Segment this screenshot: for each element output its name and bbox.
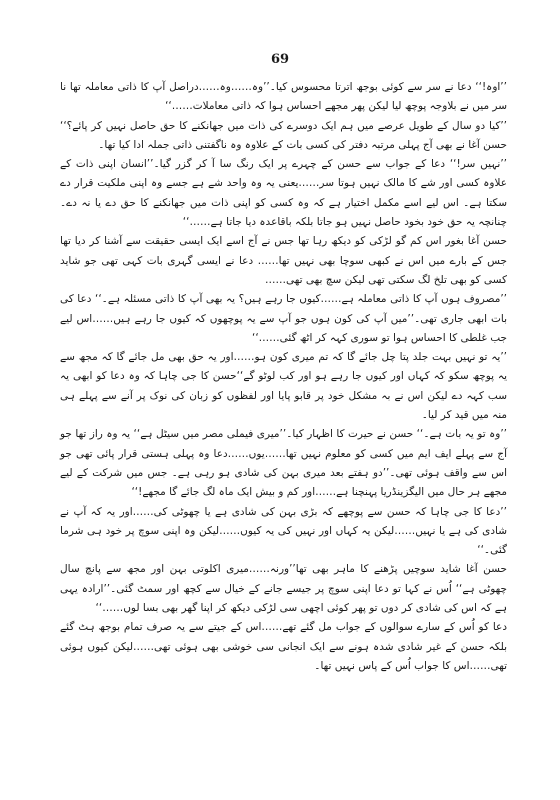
paragraph: ’’کیا دو سال کے طویل عرصے میں ہم ایک دوسرے کی ذات میں جھانکنے کا حق حاصل نہیں کر پائے؟‘‘ حسن آغا نے بھی آج پہلی مرتبہ دفتر کی کسی بات کے علاوہ وہ ناگفتنی ذاتی جملہ ادا کیا تھا۔ — [60, 119, 507, 151]
page-number: 69 — [270, 52, 290, 67]
paragraph: ’’یہ تو نہیں بہت جلد پتا چل جائے گا کہ تم میری کون ہو……اور یہ حق بھی مل جائے گا کہ مجھ سے یہ پوچھ سکو کہ کہاں اور کیوں جا رہے ہو اور کب لوٹو گے‘‘حسن کا جی چاہا کہ وہ دعا کو ابھی یہ سب کہہ دے لیکن اس نے بہ مشکل خود پر قابو پایا اور لفظوں کو زبان کی نوک پر آنے سے پہلے ہی منہ میں قید کر لیا۔ — [60, 351, 507, 422]
paragraph: ’’وہ تو یہ بات ہے۔‘‘ حسن نے حیرت کا اظہار کیا۔’’میری فیملی مصر میں سیٹل ہے‘‘ یہ وہ راز تھا جو آج سے پہلے ایف ایم میں کسی کو معلوم نہیں تھا……یوں……دعا وہ پہلی ہستی قرار پائی تھی جو اس سے واقف ہوئی تھی۔’’دو ہفتے بعد میری بہن کی شادی ہو رہی ہے۔ جس میں شرکت کے لیے مجھے ہر حال میں الیگزینڈریا پہنچنا ہے……اور کم و بیش ایک ماہ لگ جائے گا مجھے!‘‘ — [60, 428, 507, 499]
paragraph: ’’دعا کا جی چاہا کہ حسن سے پوچھے کہ بڑی بہن کی شادی ہے یا چھوٹی کی……اور یہ کہ آپ نے شادی کی ہے یا نہیں……لیکن یہ کہاں اور نہیں کی یہ کیوں……لیکن وہ اپنی سوچ پر خود ہی شرما گئی۔‘‘ — [60, 505, 507, 557]
paragraph: ’’مصروف ہوں آپ کا ذاتی معاملہ ہے……کیوں جا رہے ہیں؟ یہ بھی آپ کا ذاتی مسئلہ ہے۔‘‘ دعا کی بات ابھی جاری تھی۔’’میں آپ کی کون ہوں جو آپ سے یہ پوچھوں کہ کیوں جا رہے ہیں……اس لیے جب غلطی کا احساس ہوا تو سوری کہہ کر اٹھ گئی……‘‘ — [60, 293, 507, 344]
paragraph: ’’اوہ!‘‘ دعا نے سر سے کوئی بوجھ اترتا محسوس کیا۔’’وہ……وہ……دراصل آپ کا ذاتی معاملہ تھا نا سر میں نے بلاوجہ پوچھ لیا لیکن پھر مجھے احساس ہوا کہ ذاتی معاملات……‘‘ — [60, 81, 507, 113]
paragraph: حسن آغا بغور اس کم گو لڑکی کو دیکھ رہا تھا جس نے آج اسے ایک ایسی حقیقت سے آشنا کر دیا تھا جس کے بارے میں اس نے کبھی سوچا بھی نہیں تھا…… دعا نے ایسی گہری بات کہی تھی جو شاید کسی کو بھی تلخ لگ سکتی تھی لیکن سچ بھی تھی…… — [60, 235, 507, 286]
paragraph: ’’نہیں سر!‘‘ دعا کے جواب سے حسن کے چہرے پر ایک رنگ سا آ کر گزر گیا۔’’انسان اپنی ذات کے علاوہ کسی اور شے کا مالک نہیں ہوتا سر……یعنی یہ وہ واحد شے ہے جسے وہ اپنی ملکیت قرار دے سکتا ہے۔ اس لیے اسے مکمل اختیار ہے کہ وہ کسی کو اپنی ذات میں جھانکنے کا حق دے یا نہ دے۔ چنانچہ یہ حق خود بخود حاصل نہیں ہو جاتا بلکہ باقاعدہ دیا جاتا ہے……‘‘ — [60, 158, 507, 229]
paragraph: دعا کو اُس کے سارے سوالوں کے جواب مل گئے تھے……اس کے جیتے سے یہ صرف تمام بوجھ ہٹ گئے بلکہ حسن کے غیر شادی شدہ ہونے سے ایک انجانی سی خوشی بھی ہوئی تھی……لیکن کیوں ہوئی تھی……اس کا جواب اُس کے پاس نہیں تھا۔ — [60, 621, 507, 672]
paragraph: حسن آغا شاید سوچیں پڑھنے کا ماہر بھی تھا’’ورنہ……میری اکلوتی بہن اور مجھ سے پانچ سال چھوٹی ہے‘‘ اُس نے کہا تو دعا اپنی سوچ پر جیسے جانے کے خیال سے کچھ اور سمٹ گئی۔’’ارادہ یہی ہے کہ اس کی شادی کر دوں تو پھر کوئی اچھی سی لڑکی دیکھ کر اپنا گھر بھی بسا لوں……‘‘ — [60, 563, 507, 615]
body-text — [60, 78, 507, 676]
